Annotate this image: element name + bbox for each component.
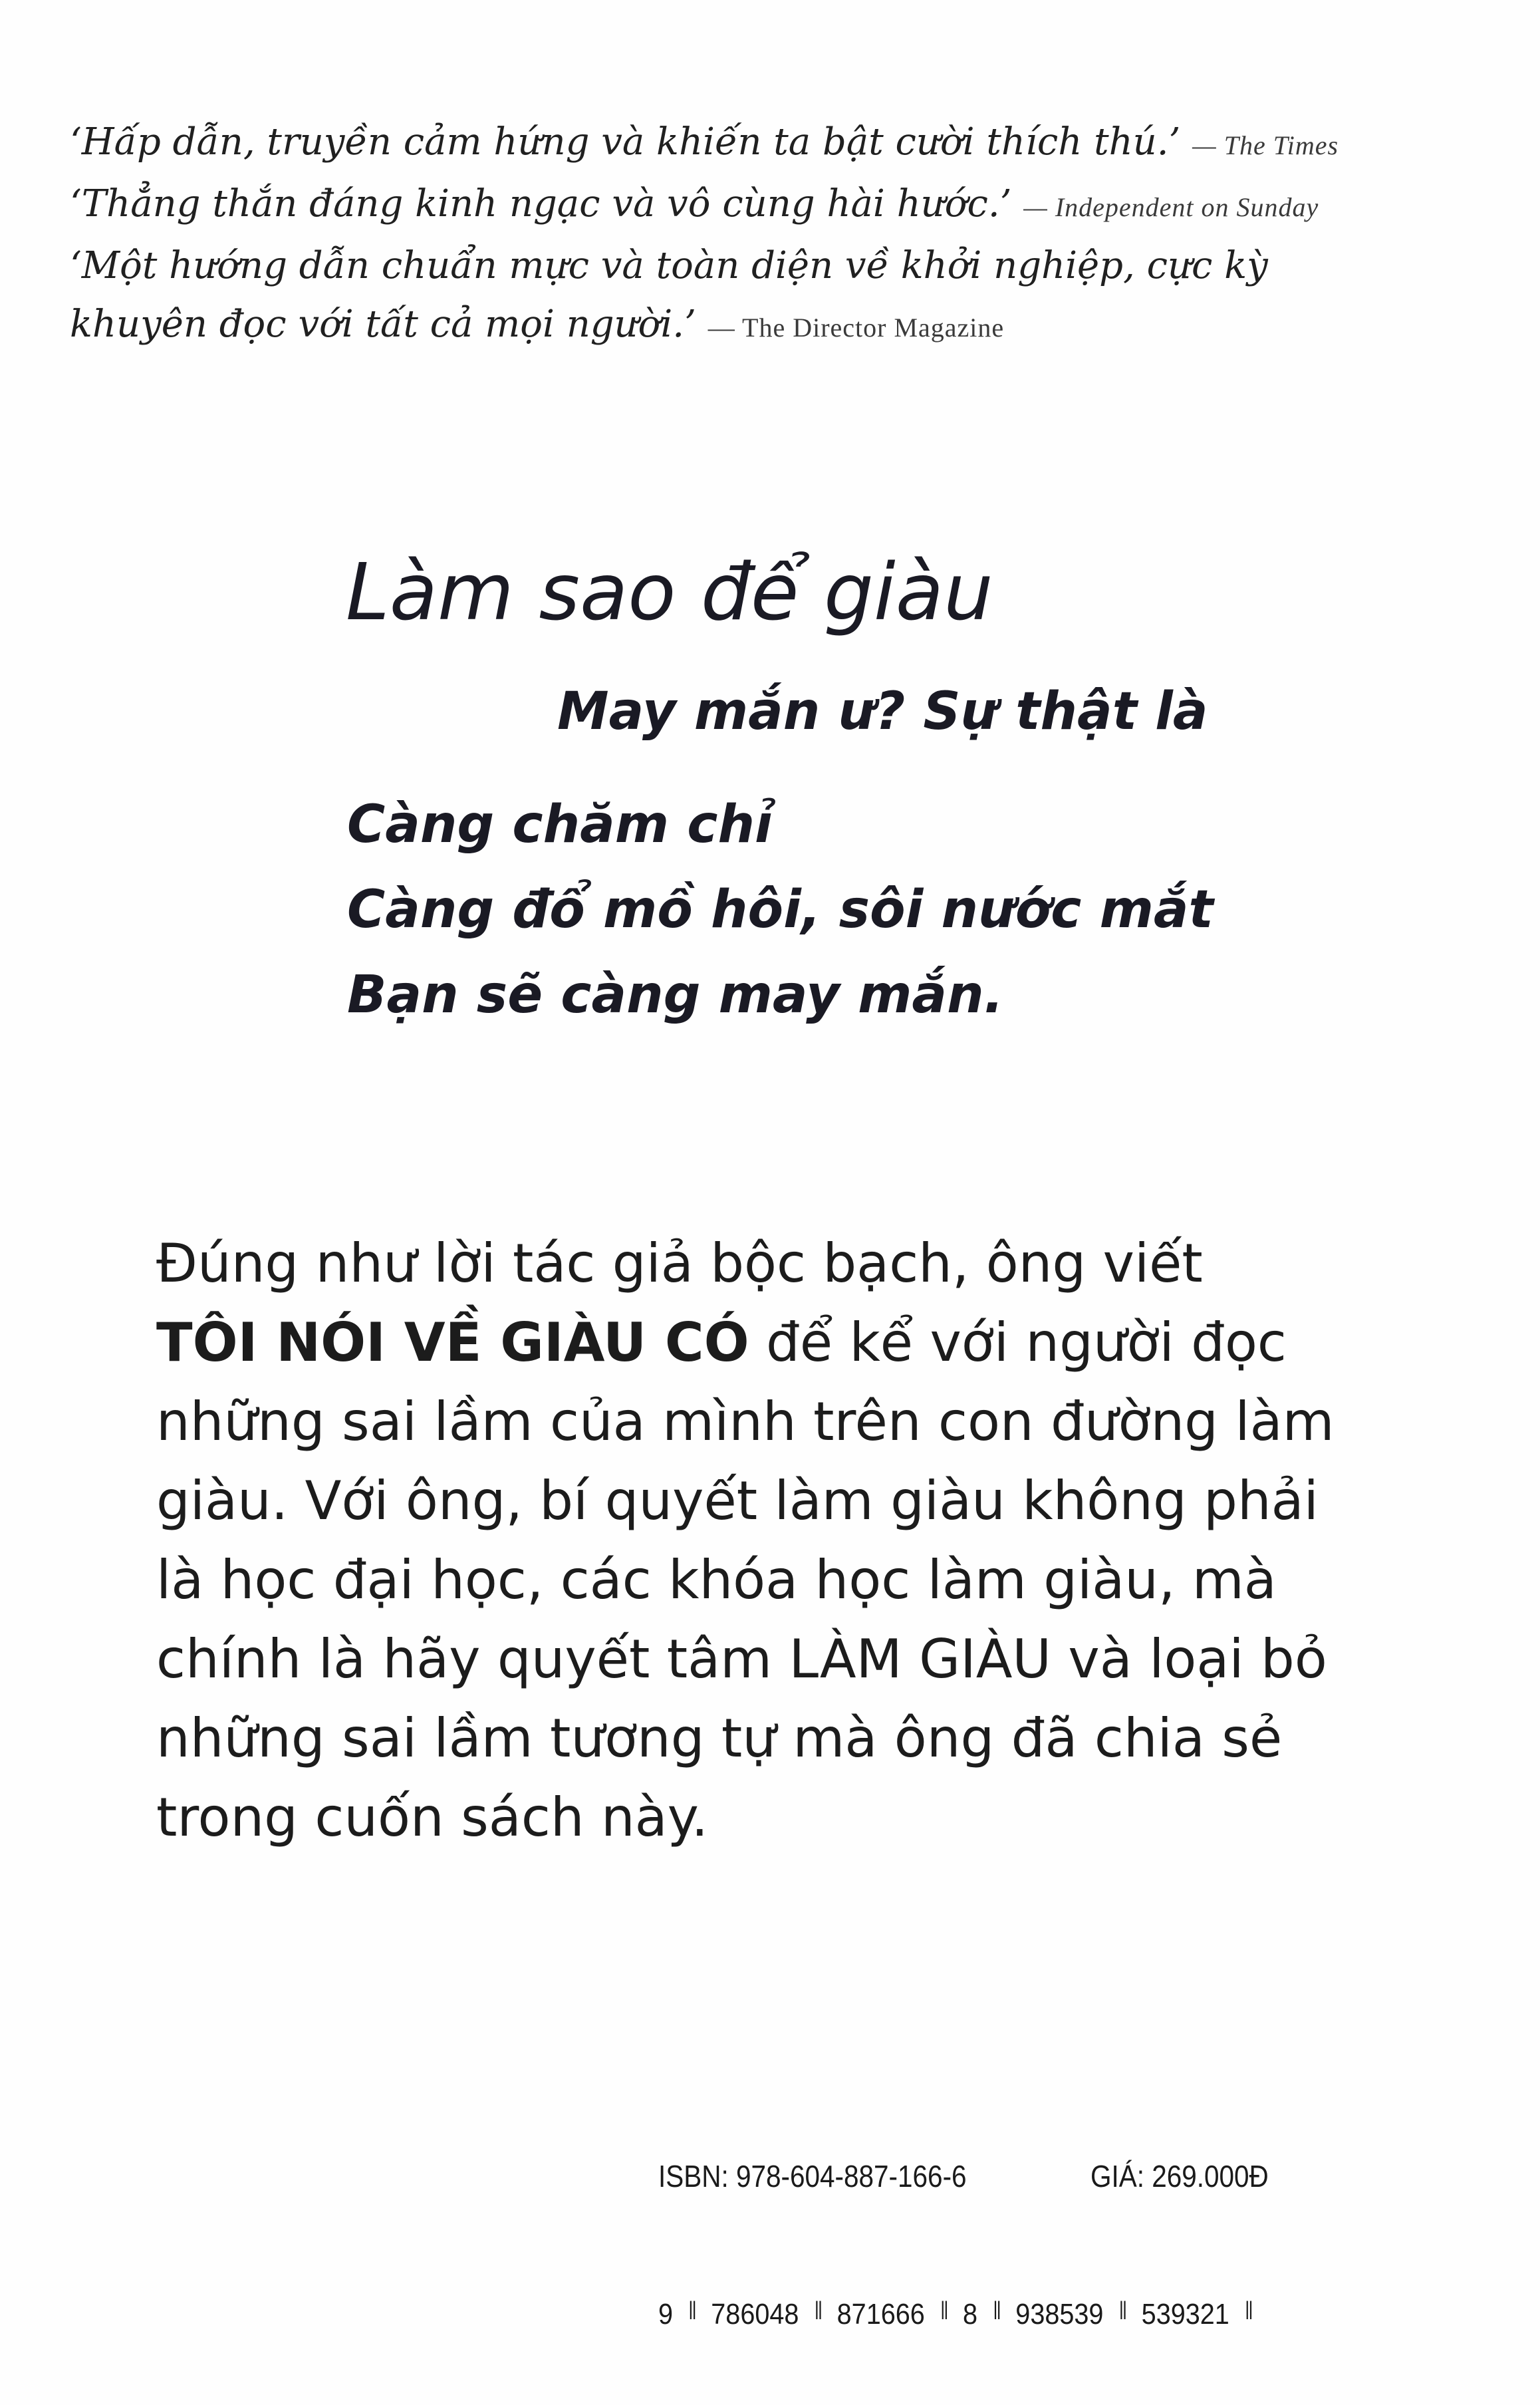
- poem-line: Bạn sẽ càng may mắn.: [347, 965, 1004, 1025]
- review-3-quote-line-2: khuyên đọc với tất cả mọi người.’: [70, 303, 696, 346]
- review-2-source: — Independent on Sunday: [1023, 192, 1319, 222]
- review-3-line-2: [70, 295, 1433, 357]
- barcode-digits: [658, 2298, 1267, 2331]
- isbn-number: ISBN: 978-604-887-166-6: [658, 2159, 967, 2193]
- description-line: trong cuốn sách này.: [156, 1786, 709, 1848]
- barcode-separator: ||: [1118, 2298, 1126, 2320]
- barcode-separator: ||: [814, 2298, 822, 2320]
- review-3-source: — The Director Magazine: [707, 313, 1005, 343]
- description-line: [156, 1303, 1406, 1382]
- barcode-group: 539321: [1141, 2298, 1229, 2331]
- book-description: [156, 1224, 1406, 1857]
- review-2: [70, 175, 1433, 237]
- barcode-separator: ||: [993, 2298, 1000, 2320]
- barcode-separator: ||: [1245, 2298, 1252, 2320]
- barcode-group: 8: [963, 2298, 978, 2331]
- description-line: Đúng như lời tác giả bộc bạch, ông viết: [156, 1232, 1203, 1294]
- review-3-line-1: [70, 237, 1433, 295]
- barcode-group: 786048: [711, 2298, 799, 2331]
- review-2-quote: ‘Thẳng thắn đáng kinh ngạc và vô cùng hài hước.’: [70, 182, 1012, 225]
- poem-line: Càng đổ mồ hôi, sôi nước mắt: [347, 880, 1214, 940]
- description-text: để kể với người đọc: [749, 1312, 1287, 1373]
- review-1-source: — The Times: [1192, 130, 1339, 160]
- description-line: những sai lầm tương tự mà ông đã chia sẻ: [156, 1707, 1283, 1769]
- barcode-group: 9: [658, 2298, 674, 2331]
- price-label: GIÁ: 269.000Đ: [1091, 2159, 1269, 2193]
- review-quotes: [70, 113, 1433, 357]
- poem-title: Làm sao để giàu: [346, 546, 993, 638]
- review-1: [70, 113, 1433, 175]
- review-1-quote: ‘Hấp dẫn, truyền cảm hứng và khiến ta bật cười thích thú.’: [70, 120, 1181, 164]
- description-line: những sai lầm của mình trên con đường làm: [156, 1391, 1335, 1453]
- description-line: là học đại học, các khóa học làm giàu, mà: [156, 1549, 1277, 1611]
- book-title-bold: TÔI NÓI VỀ GIÀU CÓ: [156, 1312, 749, 1373]
- barcode-separator: ||: [688, 2298, 696, 2320]
- review-3-quote-line-1: ‘Một hướng dẫn chuẩn mực và toàn diện về khởi nghiệp, cực kỳ: [70, 244, 1268, 287]
- barcode-group: 938539: [1015, 2298, 1104, 2331]
- description-line: chính là hãy quyết tâm LÀM GIÀU và loại bỏ: [156, 1628, 1327, 1690]
- description-line: giàu. Với ông, bí quyết làm giàu không phải: [156, 1470, 1319, 1532]
- poem-line: May mắn ư? Sự thật là: [557, 682, 1208, 742]
- barcode-group: 871666: [836, 2298, 925, 2331]
- poem-line: Càng chăm chỉ: [347, 795, 773, 855]
- barcode-separator: ||: [940, 2298, 948, 2320]
